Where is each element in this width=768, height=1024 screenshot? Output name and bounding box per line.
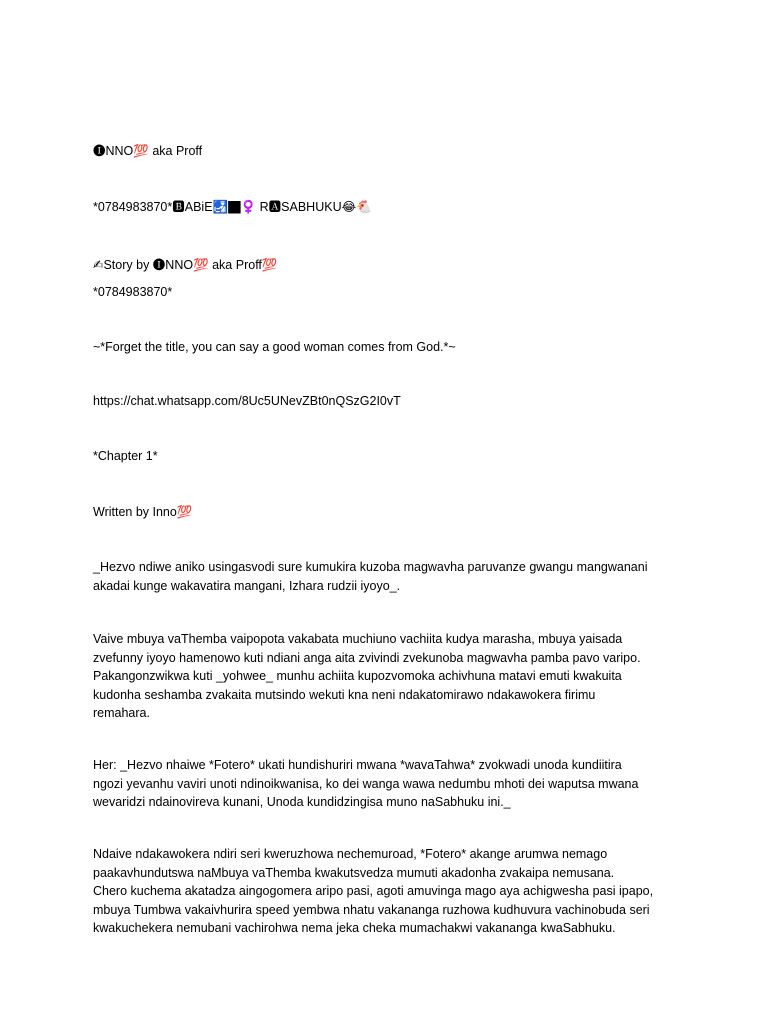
paragraph-1: _Hezvo ndiwe aniko usingasvodi sure kumukira kuzoba magwavha paruvanze gwangu mangwanani akadai kunge wakavatira mangani, Izhara rudzii iyoyo_. [93,560,648,593]
story-tagline: ~*Forget the title, you can say a good woman comes from God.*~ [93,340,456,354]
group-link[interactable]: https://chat.whatsapp.com/8Uc5UNevZBt0nQSzG2I0vT [93,394,401,408]
written-by: Written by Inno💯 [93,505,193,519]
paragraph-2: Vaive mbuya vaThemba vaipopota vakabata muchiuno vachiita kudya marasha, mbuya yaisada zvefunny iyoyo hamenowo kuti ndiani anga aita zvivindi zvekunoba magwavha pamba pavo varipo. Pakangonzwikwa kuti _yohwee_ munhu achiita kupozvomoka achivhuna matavi emuti kwakuita kudonha seshamba zvakaita mutsindo wekuti kna neni ndakatomirawo ndakawokera firimu remahara. [93,632,641,720]
paragraph-4: Ndaive ndakawokera ndiri seri kweruzhowa nechemuroad, *Fotero* akange arumwa nemago paakavhundutswa naMbuya vaThemba kwakutsvedza mumuti akadonha zvakaipa nemusana. Chero kuchema akatadza aingogomera aripo pasi, agoti amuvinga mago aya achigwesha pasi ipapo, mbuya Tumbwa vakaivhurira speed yembwa nhatu vakananga ruzhowa kudhuvura vachinobuda seri kwakuchekera nemubani vachirohwa nema jeka cheka mumachakwi vakananga kwaSabhuku. [93,847,654,935]
paragraph-3: Her: _Hezvo nhaiwe *Fotero* ukati hundishuriri mwana *wavaTahwa* zvokwadi unoda kundiitira ngozi yevanhu vaviri unoti ndinoikwanisa, ko dei wanga wawa nedumbu mhoti dei waputsa mwana wevaridzi ndainovireva kunani, Unoda kundidzingisa muno naSabhuku ini._ [93,758,639,809]
story-byline: ✍Story by 🅘NNO💯 aka Proff💯 [93,258,278,272]
story-phone: *0784983870* [93,285,173,299]
author-line: 🅘NNO💯 aka Proff [93,144,203,158]
chapter-heading: *Chapter 1* [93,449,158,463]
phone-title-line: *0784983870*🅱ABiE🛃🏿‍♀️ R🅰SABHUKU😂🐔 [93,200,372,214]
